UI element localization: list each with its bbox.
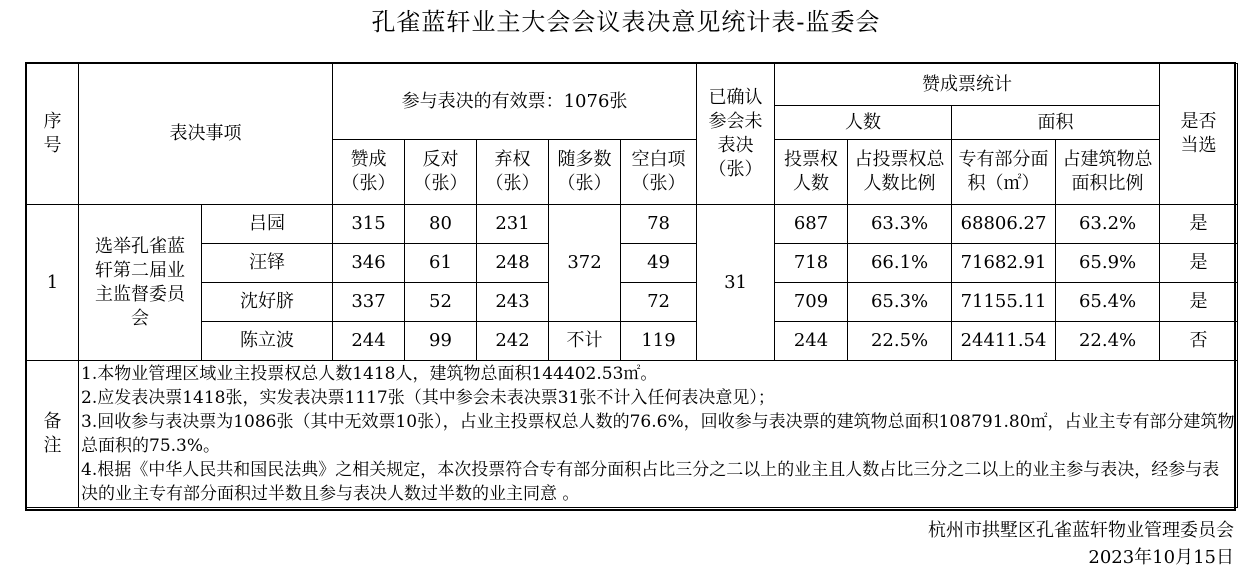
issuing-organization: 杭州市拱墅区孔雀蓝轩物业管理委员会 [928, 520, 1234, 541]
cell-abstain: 243 [477, 283, 549, 322]
cell-approve: 346 [333, 244, 405, 283]
issue-date: 2023年10月15日 [1088, 547, 1234, 568]
cell-area-ratio: 65.4% [1056, 283, 1160, 322]
header-voter-count: 投票权 人数 [775, 140, 848, 205]
cell-voters: 718 [775, 244, 848, 283]
cell-voter-ratio: 63.3% [848, 205, 952, 244]
cell-voters: 244 [775, 322, 848, 361]
cell-approve: 315 [333, 205, 405, 244]
candidate-name: 汪铎 [202, 244, 333, 283]
note-item: 4.根据《中华人民共和国民法典》之相关规定，本次投票符合专有部分面积占比三分之二以上的业主且人数占比三分之二以上的业主参与表决，经参与表决的业主专有部分面积过半数且参与表决人数过半数的业主同意 。 [81, 460, 1220, 504]
cell-voter-ratio: 22.5% [848, 322, 952, 361]
header-approve: 赞成 （张） [333, 140, 405, 205]
cell-area-ratio: 22.4% [1056, 322, 1160, 361]
header-follow-majority: 随多数 （张） [549, 140, 621, 205]
header-valid-votes: 参与表决的有效票：1076张 [333, 64, 697, 140]
candidate-name: 沈好脐 [202, 283, 333, 322]
cell-area-ratio: 63.2% [1056, 205, 1160, 244]
cell-oppose: 80 [405, 205, 477, 244]
header-area-ratio: 占建筑物总 面积比例 [1056, 140, 1160, 205]
table-row [27, 244, 1238, 283]
cell-blank: 119 [621, 322, 697, 361]
cell-oppose: 52 [405, 283, 477, 322]
header-seq: 序 号 [27, 64, 79, 205]
candidate-name: 吕园 [202, 205, 333, 244]
cell-elected: 否 [1160, 322, 1238, 361]
cell-elected: 是 [1160, 283, 1238, 322]
candidate-name: 陈立波 [202, 322, 333, 361]
header-blank: 空白项 （张） [621, 140, 697, 205]
header-confirmed-unvoted: 已确认 参会未 表决 （张） [697, 64, 775, 205]
cell-area: 68806.27 [952, 205, 1056, 244]
cell-area-ratio: 65.9% [1056, 244, 1160, 283]
row-item: 选举孔雀蓝 轩第二届业 主监督委员 会 [79, 205, 202, 361]
cell-area: 71155.11 [952, 283, 1056, 322]
cell-oppose: 99 [405, 322, 477, 361]
cell-elected: 是 [1160, 205, 1238, 244]
header-area: 面积 [952, 106, 1160, 140]
table-row [27, 322, 1238, 361]
cell-follow-majority: 不计 [549, 322, 621, 361]
cell-approve: 337 [333, 283, 405, 322]
cell-voter-ratio: 66.1% [848, 244, 952, 283]
header-oppose: 反对 （张） [405, 140, 477, 205]
note-item: 2.应发表决票1418张，实发表决票1117张（其中参会未表决票31张不计入任何表决意见）； [81, 388, 775, 408]
cell-abstain: 231 [477, 205, 549, 244]
note-item: 3.回收参与表决票为1086张（其中无效票10张），占业主投票权总人数的76.6%，回收参与表决票的建筑物总面积108791.80㎡，占业主专有部分建筑物总面积的75.3%。 [81, 412, 1235, 456]
notes-label: 备 注 [27, 361, 79, 508]
header-people: 人数 [775, 106, 952, 140]
cell-voters: 687 [775, 205, 848, 244]
header-voter-ratio: 占投票权总 人数比例 [848, 140, 952, 205]
note-item: 1.本物业管理区域业主投票权总人数1418人，建筑物总面积144402.53㎡。 [81, 364, 658, 384]
cell-oppose: 61 [405, 244, 477, 283]
header-item: 表决事项 [79, 64, 333, 205]
cell-area: 71682.91 [952, 244, 1056, 283]
notes-row [27, 361, 1238, 508]
row-seq: 1 [27, 205, 79, 361]
cell-area: 24411.54 [952, 322, 1056, 361]
table-row [27, 283, 1238, 322]
cell-elected: 是 [1160, 244, 1238, 283]
cell-abstain: 248 [477, 244, 549, 283]
table-row [27, 205, 1238, 244]
vote-statistics-table [26, 63, 1238, 508]
cell-voters: 709 [775, 283, 848, 322]
cell-approve: 244 [333, 322, 405, 361]
cell-voter-ratio: 65.3% [848, 283, 952, 322]
notes-content [79, 361, 1238, 508]
header-exclusive-area: 专有部分面 积（㎡） [952, 140, 1056, 205]
cell-blank: 49 [621, 244, 697, 283]
header-approve-stats: 赞成票统计 [775, 64, 1160, 106]
cell-blank: 78 [621, 205, 697, 244]
header-abstain: 弃权 （张） [477, 140, 549, 205]
cell-follow-majority: 372 [549, 205, 621, 322]
cell-abstain: 242 [477, 322, 549, 361]
header-elected: 是否 当选 [1160, 64, 1238, 205]
cell-blank: 72 [621, 283, 697, 322]
page-title: 孔雀蓝轩业主大会会议表决意见统计表-监委会 [371, 8, 881, 36]
cell-confirmed-unvoted: 31 [697, 205, 775, 361]
